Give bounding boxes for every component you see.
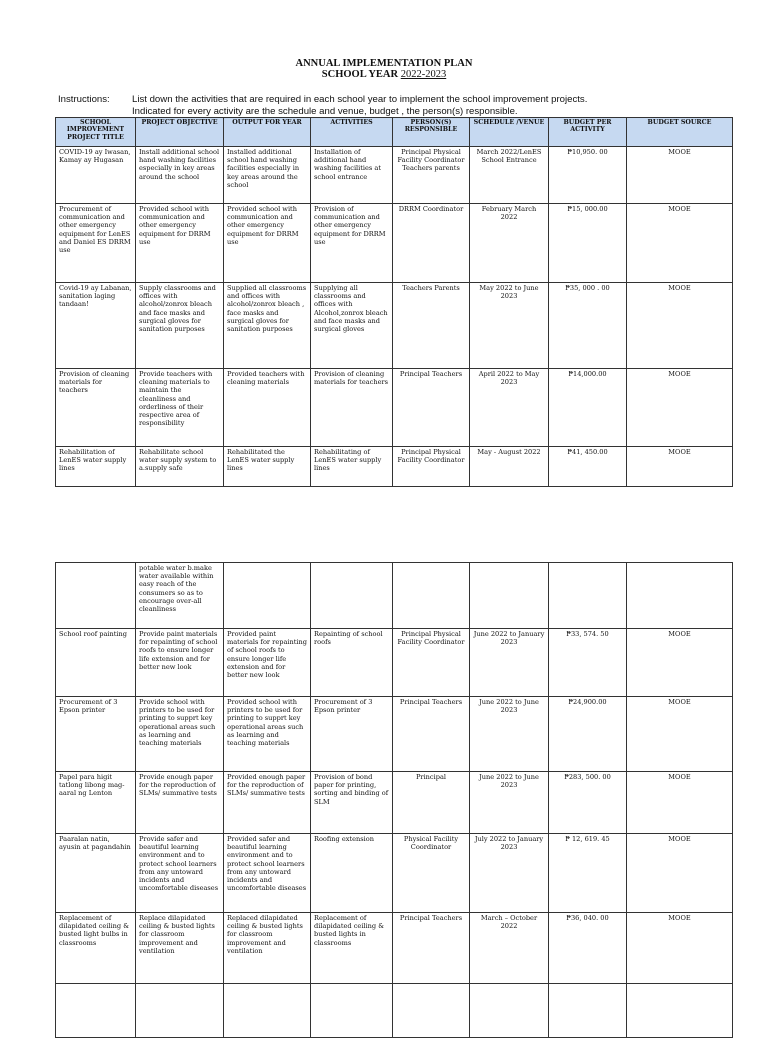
header-row: [56, 118, 733, 147]
cell-objective: Provide enough paper for the reproduction of SLMs/ summative tests: [136, 772, 224, 834]
table-row: [56, 913, 733, 984]
cell-objective: Provide paint materials for repainting of school roofs to ensure longer life extension and for better new look: [136, 629, 224, 697]
cell-output: Provided school with communication and other emergency equipment for DRRM use: [224, 204, 311, 283]
instructions-line-2: Indicated for every activity are the schedule and venue, budget , the person(s) responsible.: [132, 105, 518, 117]
cell-objective: Replace dilapidated ceiling & busted lights for classroom improvement and ventilation: [136, 913, 224, 984]
table-row: [56, 283, 733, 369]
cell-output: Installed additional school hand washing facilities especially in key areas around the school: [224, 147, 311, 204]
cell-objective: Provided school with communication and other emergency equipment for DRRM use: [136, 204, 224, 283]
table-row: [56, 697, 733, 772]
cell-budget: ₱24,900.00: [549, 697, 627, 772]
school-year-value: 2022-2023: [400, 69, 447, 80]
header-persons: PERSON(S) RESPONSIBLE: [393, 118, 470, 147]
instructions: [58, 94, 738, 117]
cell-activities: Replacement of dilapidated ceiling & busted lights in classrooms: [311, 913, 393, 984]
cell-title: Provision of cleaning materials for teachers: [56, 369, 136, 447]
cell-source: MOOE: [627, 447, 733, 487]
table-row: [56, 147, 733, 204]
cell-output: Provided paint materials for repainting of school roofs to ensure longer life extension and for better new look: [224, 629, 311, 697]
cell-source: [627, 984, 733, 1038]
cell-persons: Principal Physical Facility Coordinator: [393, 629, 470, 697]
table-row: [56, 629, 733, 697]
school-year-line: [0, 69, 768, 80]
cell-source: MOOE: [627, 283, 733, 369]
table-row: [56, 984, 733, 1038]
cell-persons: Physical Facility Coordinator: [393, 834, 470, 913]
cell-activities: Provision of communication and other emergency equipment for DRRM use: [311, 204, 393, 283]
cell-objective: Rehabilitate school water supply system to a.supply safe: [136, 447, 224, 487]
cell-source: MOOE: [627, 913, 733, 984]
cell-source: MOOE: [627, 772, 733, 834]
header-activities: ACTIVITIES: [311, 118, 393, 147]
school-year-label: SCHOOL YEAR: [321, 69, 401, 80]
cell-schedule: March 2022/LenES School Entrance: [470, 147, 549, 204]
cell-persons: Principal Teachers: [393, 697, 470, 772]
header-schedule: SCHEDULE /VENUE: [470, 118, 549, 147]
cell-output: [224, 563, 311, 629]
cell-source: MOOE: [627, 834, 733, 913]
cell-budget: ₱283, 500. 00: [549, 772, 627, 834]
cell-objective: potable water b.make water available within easy reach of the consumers so as to encourage over-all cleanliness: [136, 563, 224, 629]
header-budget: BUDGET PER ACTIVITY: [549, 118, 627, 147]
cell-activities: Installation of additional hand washing facilities at school entrance: [311, 147, 393, 204]
cell-budget: ₱10,950. 00: [549, 147, 627, 204]
cell-schedule: July 2022 to January 2023: [470, 834, 549, 913]
header-project-title: SCHOOL IMPROVEMENT PROJECT TITLE: [56, 118, 136, 147]
table-row: [56, 772, 733, 834]
plan-table-1: [55, 117, 733, 487]
cell-title: Replacement of dilapidated ceiling & busted light bulbs in classrooms: [56, 913, 136, 984]
cell-source: MOOE: [627, 369, 733, 447]
table-row: [56, 447, 733, 487]
cell-output: Provided school with printers to be used for printing to supprt key operational areas such as learning and teaching materials: [224, 697, 311, 772]
cell-schedule: [470, 984, 549, 1038]
cell-output: Provided enough paper for the reproduction of SLMs/ summative tests: [224, 772, 311, 834]
cell-objective: Provide teachers with cleaning materials to maintain the cleanliness and orderliness of their respective area of responsibility: [136, 369, 224, 447]
cell-title: Covid-19 ay Labanan, sanitation laging tandaan!: [56, 283, 136, 369]
table-row: [56, 204, 733, 283]
cell-budget: [549, 563, 627, 629]
cell-schedule: June 2022 to June 2023: [470, 772, 549, 834]
cell-budget: ₱14,000.00: [549, 369, 627, 447]
cell-activities: Procurement of 3 Epson printer: [311, 697, 393, 772]
cell-objective: Supply classrooms and offices with alcohol/zonrox bleach and face masks and surgical gloves for sanitation purposes: [136, 283, 224, 369]
cell-schedule: June 2022 to January 2023: [470, 629, 549, 697]
cell-output: Replaced dilapidated ceiling & busted lights for classroom improvement and ventilation: [224, 913, 311, 984]
cell-title: School roof painting: [56, 629, 136, 697]
cell-schedule: May - August 2022: [470, 447, 549, 487]
cell-persons: [393, 563, 470, 629]
cell-objective: Provide safer and beautiful learning environment and to protect school learners from any untoward incidents and uncomfortable diseases: [136, 834, 224, 913]
table-row: [56, 834, 733, 913]
cell-title: Procurement of 3 Epson printer: [56, 697, 136, 772]
instructions-label: Instructions:: [58, 94, 110, 105]
cell-title: COVID-19 ay Iwasan, Kamay ay Hugasan: [56, 147, 136, 204]
cell-output: Provided safer and beautiful learning environment and to protect school learners from any untoward incidents and uncomfortable diseases: [224, 834, 311, 913]
cell-objective: Provide school with printers to be used for printing to supprt key operational areas such as learning and teaching materials: [136, 697, 224, 772]
cell-output: [224, 984, 311, 1038]
cell-objective: Install additional school hand washing facilities especially in key areas around the school: [136, 147, 224, 204]
cell-source: MOOE: [627, 204, 733, 283]
cell-output: Rehabilitated the LenES water supply lines: [224, 447, 311, 487]
cell-activities: [311, 563, 393, 629]
cell-activities: Provision of bond paper for printing, sorting and binding of SLM: [311, 772, 393, 834]
cell-persons: Principal Physical Facility Coordinator: [393, 447, 470, 487]
cell-source: MOOE: [627, 629, 733, 697]
cell-schedule: June 2022 to June 2023: [470, 697, 549, 772]
cell-activities: Supplying all classrooms and offices with Alcohol,zonrox bleach and face masks and surgical gloves: [311, 283, 393, 369]
document-title: ANNUAL IMPLEMENTATION PLAN: [295, 58, 473, 69]
cell-schedule: March – October 2022: [470, 913, 549, 984]
cell-source: [627, 563, 733, 629]
cell-source: MOOE: [627, 147, 733, 204]
cell-persons: DRRM Coordinator: [393, 204, 470, 283]
cell-budget: ₱15, 000.00: [549, 204, 627, 283]
cell-budget: ₱36, 040. 00: [549, 913, 627, 984]
header-output: OUTPUT FOR YEAR: [224, 118, 311, 147]
instructions-line-1: List down the activities that are required in each school year to implement the school improvement projects.: [132, 94, 588, 105]
cell-persons: Principal Teachers: [393, 913, 470, 984]
table-row: [56, 369, 733, 447]
cell-schedule: February March 2022: [470, 204, 549, 283]
cell-budget: ₱33, 574. 50: [549, 629, 627, 697]
plan-table-2: [55, 562, 733, 1038]
header-source: BUDGET SOURCE: [627, 118, 733, 147]
cell-activities: Roofing extension: [311, 834, 393, 913]
cell-title: Procurement of communication and other emergency equipment for LenES and Daniel ES DRRM use: [56, 204, 136, 283]
header-objective: PROJECT OBJECTIVE: [136, 118, 224, 147]
cell-persons: Principal Teachers: [393, 369, 470, 447]
cell-budget: ₱35, 000 . 00: [549, 283, 627, 369]
cell-title: Rehabilitation of LenES water supply lines: [56, 447, 136, 487]
cell-output: Supplied all classrooms and offices with alcohol/zonrox bleach , face masks and surgical gloves for sanitation purposes: [224, 283, 311, 369]
cell-source: MOOE: [627, 697, 733, 772]
cell-activities: Rehabilitating of LenES water supply lines: [311, 447, 393, 487]
cell-schedule: April 2022 to May 2023: [470, 369, 549, 447]
cell-title: Paaralan natin, ayusin at pagandahin: [56, 834, 136, 913]
cell-schedule: [470, 563, 549, 629]
cell-persons: Teachers Parents: [393, 283, 470, 369]
cell-persons: Principal: [393, 772, 470, 834]
cell-schedule: May 2022 to June 2023: [470, 283, 549, 369]
cell-persons: Principal Physical Facility Coordinator Teachers parents: [393, 147, 470, 204]
cell-output: Provided teachers with cleaning materials: [224, 369, 311, 447]
cell-persons: [393, 984, 470, 1038]
cell-budget: ₱ 12, 619. 45: [549, 834, 627, 913]
cell-title: [56, 563, 136, 629]
cell-budget: ₱41, 450.00: [549, 447, 627, 487]
cell-objective: [136, 984, 224, 1038]
cell-title: [56, 984, 136, 1038]
cell-activities: Provision of cleaning materials for teachers: [311, 369, 393, 447]
cell-title: Papel para higit tatlong libong mag- aaral ng Lenton: [56, 772, 136, 834]
cell-activities: [311, 984, 393, 1038]
table-row: [56, 563, 733, 629]
cell-activities: Repainting of school roofs: [311, 629, 393, 697]
cell-budget: [549, 984, 627, 1038]
